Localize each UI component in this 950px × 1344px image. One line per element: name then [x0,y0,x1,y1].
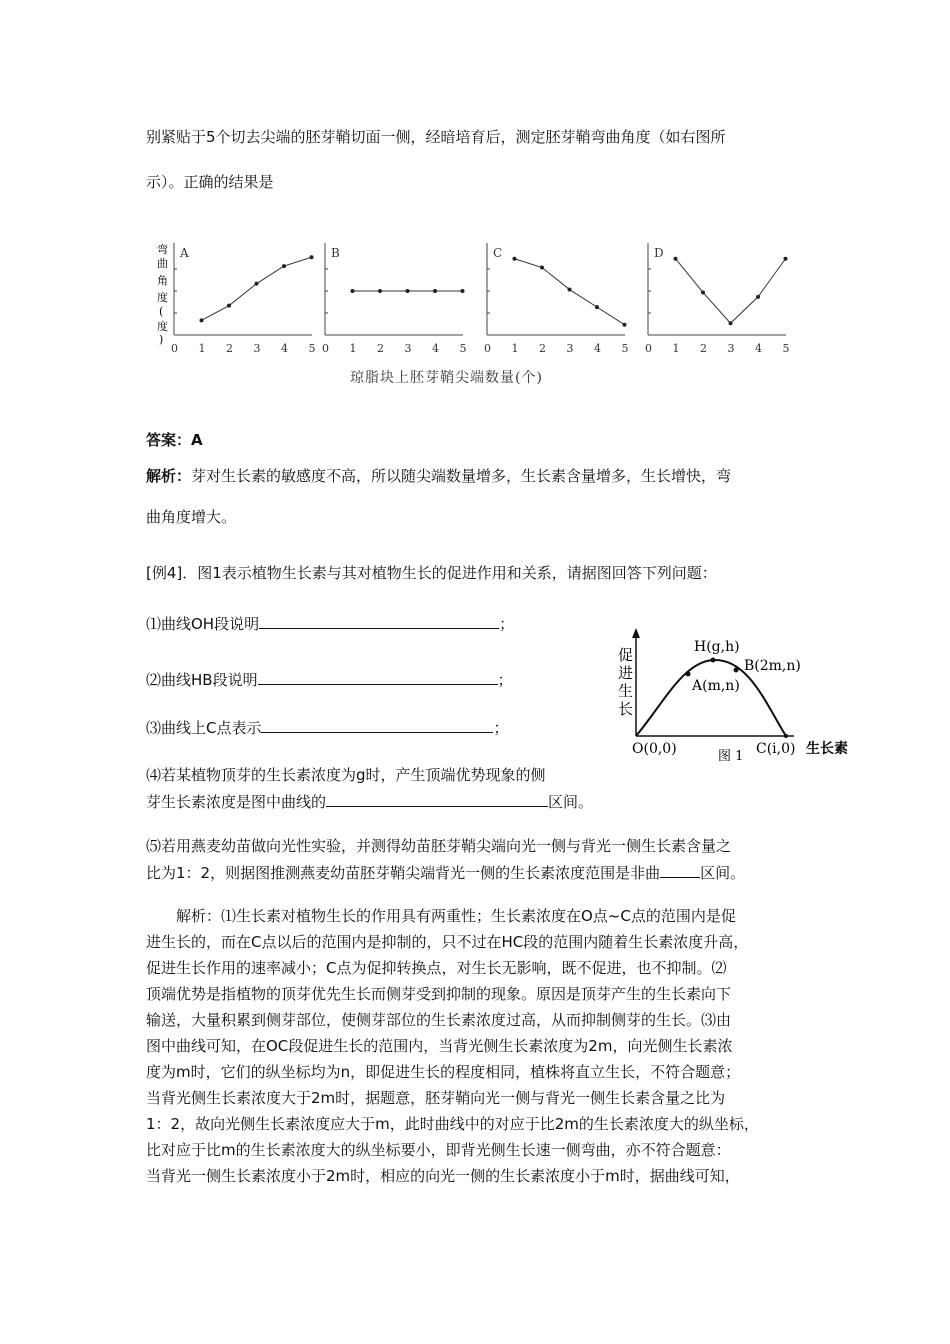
question-end: ； [493,719,509,737]
question-1-text: ⑴曲线OH段说明 [146,615,260,633]
y-label-char: 曲 [157,257,168,270]
answer-value: A [191,431,203,449]
chart-x-tick-label: 1 [672,342,680,355]
chart-x-tick-label: 4 [432,342,439,355]
chart-point [701,290,705,294]
chart-point [756,295,760,299]
chart-series-line [515,259,625,325]
question-4-end: 区间。 [548,793,594,811]
chart-x-tick-label: 3 [253,342,261,355]
question-4-line-2 [146,790,593,812]
chart-point [255,282,259,286]
chart-point [461,289,465,293]
chart-point [784,257,788,261]
question-3 [146,716,509,738]
question-2-text: ⑵曲线HB段说明 [146,671,258,689]
fig1-label-h: H(g,h) [694,639,740,655]
question-4-text: 芽生长素浓度是图中曲线的 [146,793,327,811]
chart-x-tick-label: 3 [727,342,735,355]
fig1-point-b [734,668,739,673]
chart-x-tick-label: 1 [349,342,357,355]
chart-x-tick-label: 2 [539,342,546,355]
chart-x-tick-label: 5 [308,342,316,355]
answer-label: 答案： [146,431,192,449]
analysis2-line: 当背光一侧生长素浓度小于2m时，相应的向光一侧的生长素浓度小于m时，据曲线可知， [146,1167,740,1185]
chart-point [433,289,437,293]
analysis2-line: 图中曲线可知，在OC段促进生长的范围内，当背光侧生长素浓度为2m，向光侧生长素浓 [146,1037,733,1055]
answer-blank-2[interactable] [258,668,498,685]
fig1-point-a [686,672,691,677]
chart-point [406,289,410,293]
chart-x-tick-label: 5 [782,342,790,355]
chart-point [568,288,572,292]
figure-1 [608,624,870,764]
fig1-ylabel-char: 长 [618,700,634,718]
chart-x-tick-label: 0 [171,342,178,355]
question-3-text: ⑶曲线上C点表示 [146,719,262,737]
fig1-x-label: 生长素 [806,741,848,757]
chart-panel-title: D [654,246,664,260]
chart-x-tick-label: 0 [645,342,652,355]
chart-x-tick-label: 4 [755,342,762,355]
chart-panel-title: C [493,246,503,260]
chart-series-line [676,259,786,324]
analysis1-line-2: 曲角度增大。 [146,508,237,526]
chart-x-tick-label: 1 [198,342,206,355]
question-2 [146,668,513,690]
chart-x-tick-label: 0 [322,342,329,355]
answer-blank-4[interactable] [326,790,548,807]
chart-x-tick-label: 0 [484,342,491,355]
question-4-line-1: ⑷若某植物顶芽的生长素浓度为g时，产生顶端优势现象的侧 [146,766,546,784]
angle-charts [140,235,800,385]
question-5-line-2 [146,861,745,883]
chart-point [282,264,286,268]
fig1-ylabel-char: 进 [618,664,634,682]
question-5-end: 区间。 [700,864,746,882]
chart-x-tick-label: 2 [226,342,233,355]
analysis2-line: 比对应于比m的生长素浓度大的纵坐标要小，即背光侧生长速一侧弯曲，亦不符合题意： [146,1141,731,1159]
chart-point [674,257,678,261]
question-1 [146,612,514,634]
question-end: ； [497,671,513,689]
chart-x-tick-label: 3 [566,342,574,355]
fig1-point-c [784,734,788,738]
chart-x-tick-label: 1 [511,342,519,355]
chart-point [623,323,627,327]
chart-point [513,257,517,261]
analysis2-line: 度为m时，它们的纵坐标均为n，即促进生长的程度相同，植株将直立生长，不符合题意； [146,1063,741,1081]
fig1-y-arrow [632,628,640,638]
analysis1-line-1 [146,466,731,486]
chart-x-tick-label: 5 [459,342,467,355]
analysis2-line: 解析：⑴生长素对植物生长的作用具有两重性；生长素浓度在O点~C点的范围内是促 [176,907,736,925]
fig1-ylabel-char: 促 [618,646,634,664]
chart-x-tick-label: 5 [621,342,629,355]
example4-title: [例4]．图1表示植物生长素与其对植物生长的促进作用和关系，请据图回答下列问题： [146,564,717,582]
chart-x-tick-label: 2 [700,342,707,355]
y-axis-label [157,242,168,346]
fig1-ylabel-char: 生 [618,682,634,700]
analysis1-text-1: 芽对生长素的敏感度不高，所以随尖端数量增多，生长素含量增多，生长增快，弯 [191,467,732,485]
chart-x-tick-label: 2 [377,342,384,355]
chart-point [595,305,599,309]
fig1-label-a: A(m,n) [692,678,740,694]
chart-x-tick-label: 4 [594,342,601,355]
analysis2-line: 进生长的，而在C点以后的范围内是抑制的，只不过在HC段的范围内随着生长素浓度升高， [146,933,749,951]
chart-point [227,304,231,308]
question-5-text: 比为1：2，则据图推测燕麦幼苗胚芽鞘尖端背光一侧的生长素浓度范围是非曲 [146,864,661,882]
chart-point [351,289,355,293]
fig1-point-h [711,658,716,663]
y-label-char: ) [159,333,164,346]
answer-blank-3[interactable] [261,716,493,733]
chart-x-tick-label: 4 [281,342,288,355]
chart-panel-title: B [331,246,340,260]
chart-x-tick-label: 3 [404,342,412,355]
answer-line [146,430,203,450]
question-end: ； [499,615,515,633]
y-label-char: 度 [157,320,168,333]
analysis2-line: 促进生长作用的速率减小；C点为促抑转换点，对生长无影响，既不促进，也不抑制。⑵ [146,959,727,977]
intro-line-2: 示）。正确的结果是 [146,173,274,191]
answer-blank-5[interactable] [660,861,700,878]
chart-point [540,266,544,270]
fig1-label-o: O(0,0) [632,741,677,757]
answer-blank-1[interactable] [259,612,499,629]
chart-point [200,318,204,322]
analysis1-label: 解析： [146,467,192,485]
analysis2-line: 顶端优势是指植物的顶芽优先生长而侧芽受到抑制的现象。原因是顶芽产生的生长素向下 [146,985,732,1003]
y-label-char: 弯 [157,243,168,256]
analysis2-line: 1：2，故向光侧生长素浓度应大于m，此时曲线中的对应于比2m的生长素浓度大的纵坐标， [146,1115,759,1133]
chart-series-line [202,257,312,320]
fig1-caption: 图 1 [718,749,744,764]
chart-point [310,255,314,259]
y-label-char: 度 [157,291,168,304]
question-5-line-1: ⑸若用燕麦幼苗做向光性实验，并测得幼苗胚芽鞘尖端向光一侧与背光一侧生长素含量之 [146,837,732,855]
chart-panel-title: A [180,246,189,260]
analysis2-line: 输送，大量积累到侧芽部位，使侧芽部位的生长素浓度过高，从而抑制侧芽的生长。⑶由 [146,1011,732,1029]
fig1-label-c: C(i,0) [756,741,796,757]
figure-caption: 琼脂块上胚芽鞘尖端数量(个) [350,370,543,386]
intro-line-1: 别紧贴于5个切去尖端的胚芽鞘切面一侧，经暗培育后，测定胚芽鞘弯曲角度（如右图所 [146,128,726,146]
chart-point [729,321,733,325]
fig1-label-b: B(2m,n) [744,658,801,674]
chart-point [378,289,382,293]
y-label-char: 角 [157,274,168,287]
analysis2-line: 当背光侧生长素浓度大于2m时，据题意，胚芽鞘向光一侧与背光一侧生长素含量之比为 [146,1089,726,1107]
y-label-char: ( [159,305,164,318]
